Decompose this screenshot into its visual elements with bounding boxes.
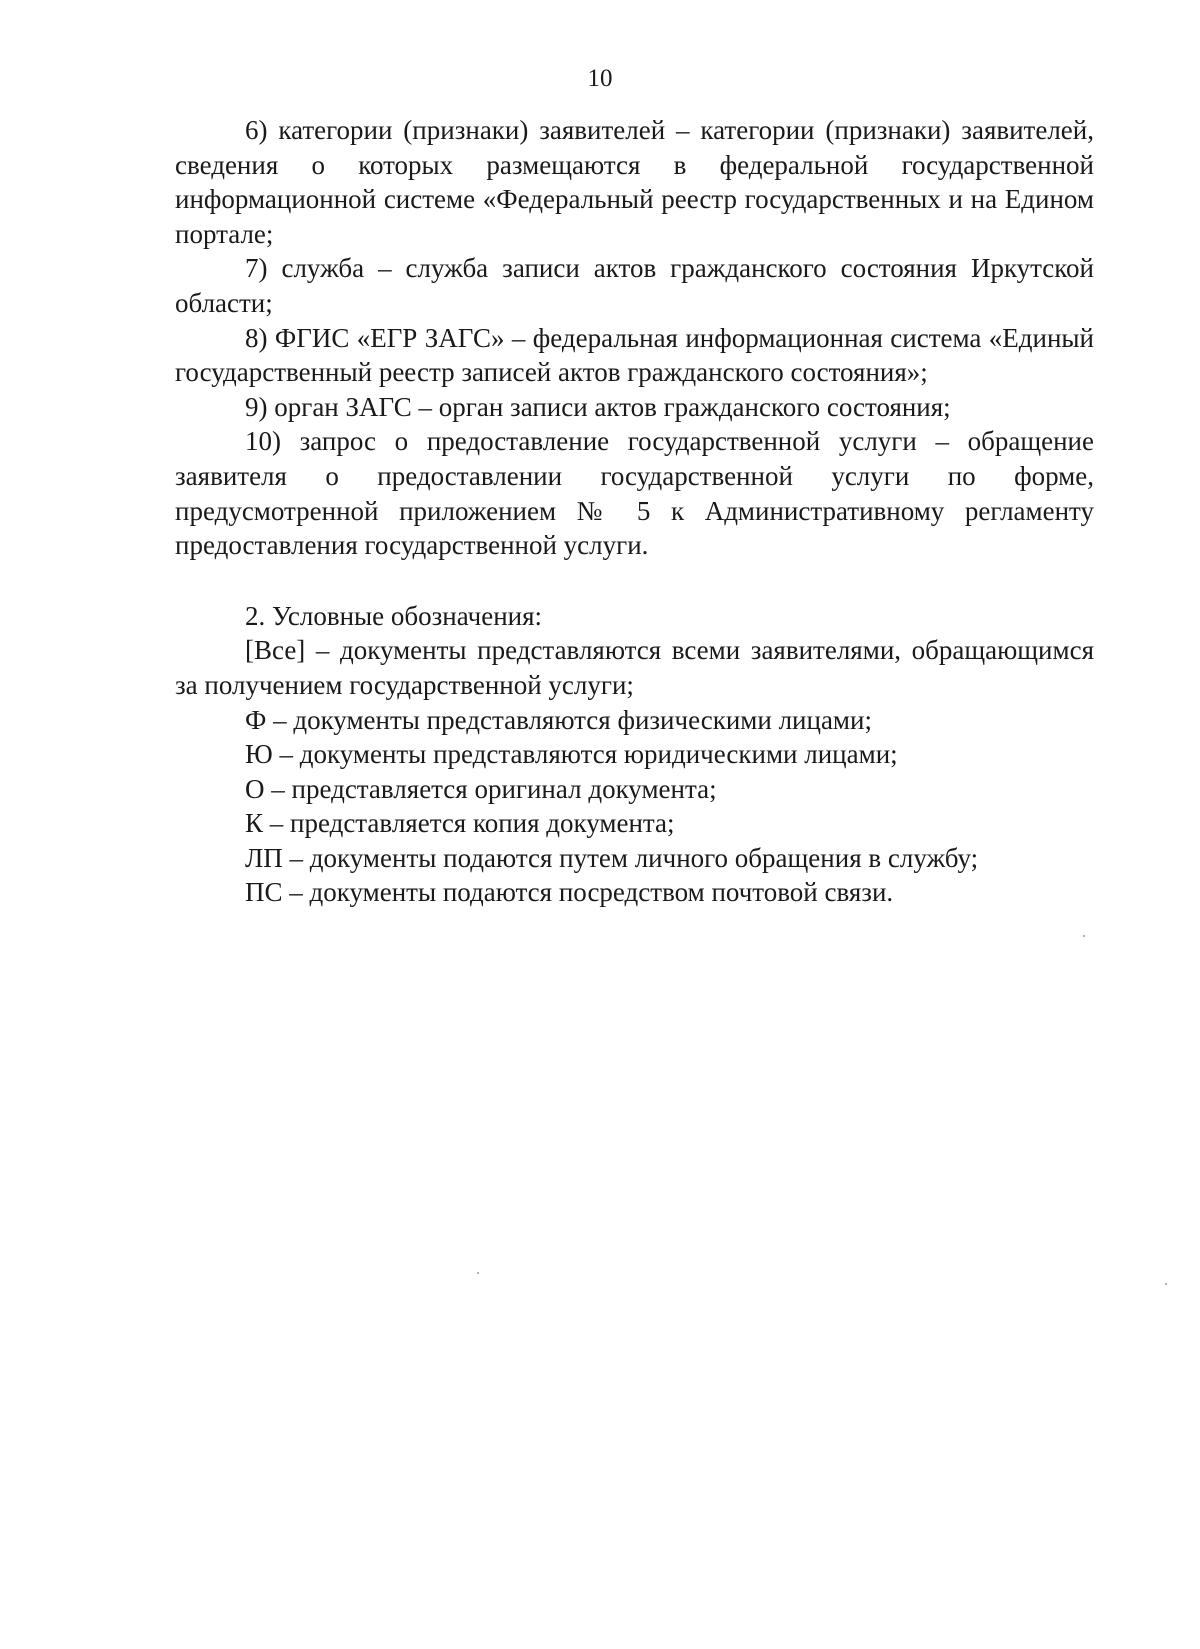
page-number: 10: [587, 65, 613, 92]
legend-item-all: [Все] – документы представляются всеми заявителями, обращающимся за получением государственной услуги;: [175, 635, 1094, 700]
legend-item-o: О – представляется оригинал документа;: [245, 773, 717, 804]
legend-item-f: Ф – документы представляются физическими лицами;: [245, 704, 872, 735]
definition-item-10: 10) запрос о предоставление государственной услуги – обращение заявителя о предоставлении государственной услуги по форме, предусмотренной приложением № 5 к Административному регламенту предоставления государственной услуги.: [175, 426, 1094, 561]
legend-item-ps: ПС – документы подаются посредством почтовой связи.: [245, 877, 894, 908]
scan-speck: [1083, 935, 1085, 937]
scan-speck: [1165, 1283, 1167, 1285]
definition-item-6: 6) категории (признаки) заявителей – категории (признаки) заявителей, сведения о которых размещаются в федеральной государственной информационной системе «Федеральный реестр государственных и на Едином портале;: [175, 115, 1094, 249]
page-content: [175, 113, 1094, 910]
legend-heading: 2. Условные обозначения:: [245, 600, 543, 631]
definition-item-9: 9) орган ЗАГС – орган записи актов гражданского состояния;: [245, 391, 951, 422]
section-gap: [175, 563, 1094, 599]
legend-item-lp: ЛП – документы подаются путем личного обращения в службу;: [245, 842, 979, 873]
scan-speck: [477, 1272, 479, 1274]
legend-item-k: К – представляется копия документа;: [245, 808, 675, 839]
definition-item-8: 8) ФГИС «ЕГР ЗАГС» – федеральная информационная система «Единый государственный реестр записей актов гражданского состояния»;: [175, 322, 1094, 388]
definition-item-7: 7) служба – служба записи актов гражданского состояния Иркутской области;: [175, 253, 1094, 318]
legend-item-yu: Ю – документы представляются юридическими лицами;: [245, 739, 898, 770]
